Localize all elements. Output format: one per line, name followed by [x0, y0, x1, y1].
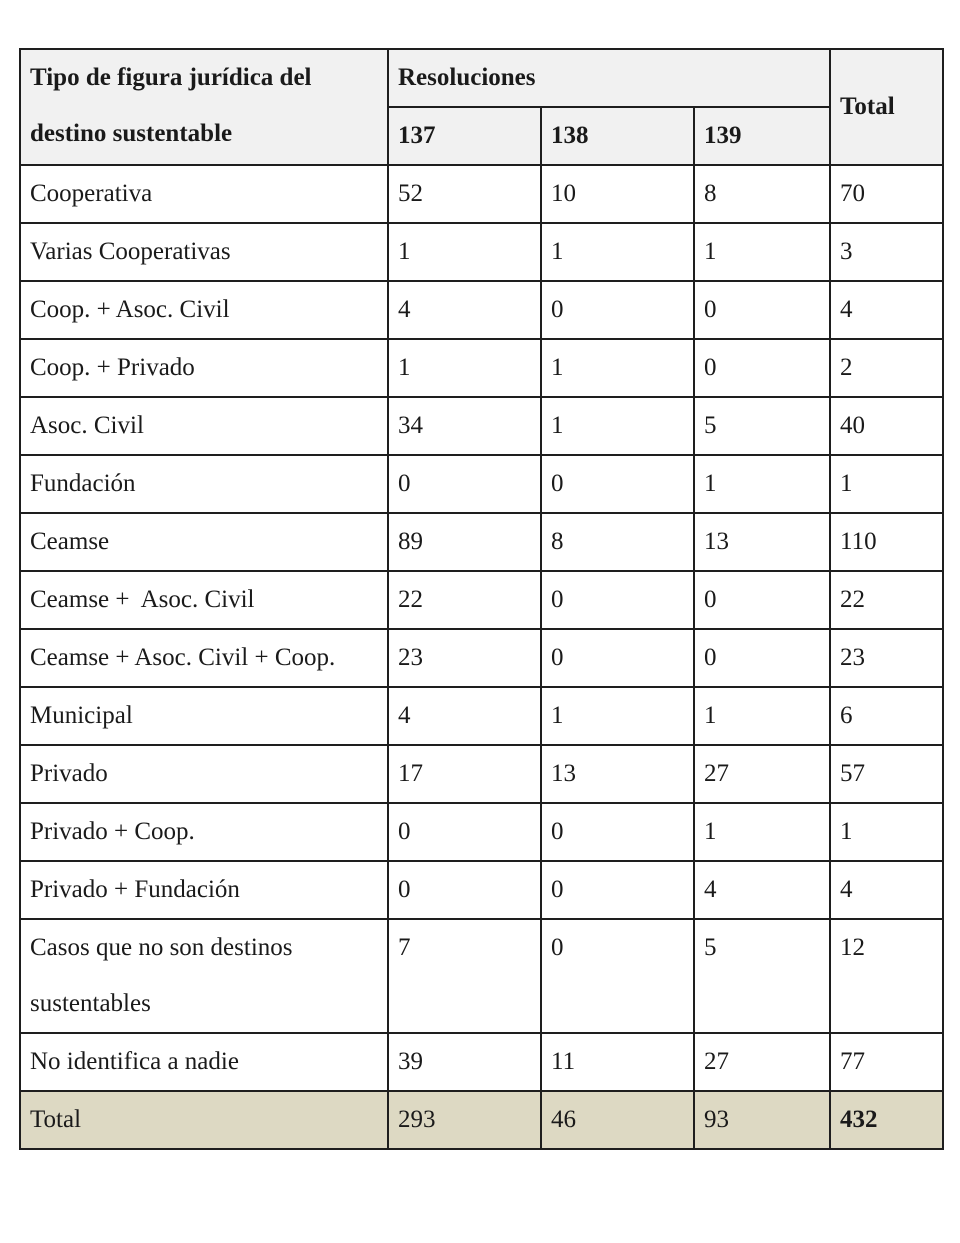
cell-138: 1	[541, 687, 694, 745]
cell-138: 13	[541, 745, 694, 803]
cell-139: 13	[694, 513, 830, 571]
header-total: Total	[830, 49, 943, 165]
cell-total: 12	[830, 919, 943, 1033]
row-label: Privado + Fundación	[20, 861, 388, 919]
cell-138: 1	[541, 339, 694, 397]
row-label: Coop. + Privado	[20, 339, 388, 397]
table-row	[20, 513, 943, 571]
cell-138: 11	[541, 1033, 694, 1091]
row-label: Asoc. Civil	[20, 397, 388, 455]
header-resolution-138: 138	[541, 107, 694, 165]
row-label: No identifica a nadie	[20, 1033, 388, 1091]
cell-138: 0	[541, 455, 694, 513]
cell-total: 1	[830, 803, 943, 861]
cell-total: 3	[830, 223, 943, 281]
cell-139: 1	[694, 455, 830, 513]
cell-total: 4	[830, 861, 943, 919]
total-138: 46	[541, 1091, 694, 1149]
row-label: Municipal	[20, 687, 388, 745]
row-label: Coop. + Asoc. Civil	[20, 281, 388, 339]
cell-137: 1	[388, 223, 541, 281]
header-resoluciones: Resoluciones	[388, 49, 830, 107]
header-resolution-137: 137	[388, 107, 541, 165]
cell-137: 4	[388, 687, 541, 745]
cell-total: 110	[830, 513, 943, 571]
cell-137: 17	[388, 745, 541, 803]
cell-139: 1	[694, 687, 830, 745]
cell-137: 52	[388, 165, 541, 223]
cell-total: 6	[830, 687, 943, 745]
table-row	[20, 397, 943, 455]
row-label: Privado + Coop.	[20, 803, 388, 861]
row-label: Varias Cooperativas	[20, 223, 388, 281]
table-row	[20, 165, 943, 223]
cell-139: 1	[694, 223, 830, 281]
table-row	[20, 1033, 943, 1091]
row-label: Fundación	[20, 455, 388, 513]
table-row	[20, 223, 943, 281]
cell-137: 0	[388, 803, 541, 861]
cell-total: 1	[830, 455, 943, 513]
cell-total: 22	[830, 571, 943, 629]
cell-138: 1	[541, 397, 694, 455]
cell-137: 1	[388, 339, 541, 397]
row-label: Cooperativa	[20, 165, 388, 223]
cell-139: 0	[694, 571, 830, 629]
cell-138: 10	[541, 165, 694, 223]
cell-total: 70	[830, 165, 943, 223]
cell-138: 0	[541, 861, 694, 919]
cell-137: 7	[388, 919, 541, 1033]
header-row-group	[20, 49, 943, 107]
cell-139: 0	[694, 281, 830, 339]
row-label: Casos que no son destinos sustentables	[20, 919, 388, 1033]
table-row	[20, 281, 943, 339]
cell-138: 0	[541, 571, 694, 629]
cell-139: 5	[694, 397, 830, 455]
cell-total: 40	[830, 397, 943, 455]
cell-total: 57	[830, 745, 943, 803]
cell-137: 22	[388, 571, 541, 629]
cell-137: 0	[388, 455, 541, 513]
cell-137: 0	[388, 861, 541, 919]
total-137: 293	[388, 1091, 541, 1149]
table-row	[20, 803, 943, 861]
cell-total: 2	[830, 339, 943, 397]
cell-139: 5	[694, 919, 830, 1033]
table-row	[20, 745, 943, 803]
cell-139: 27	[694, 745, 830, 803]
cell-137: 34	[388, 397, 541, 455]
cell-total: 23	[830, 629, 943, 687]
cell-total: 4	[830, 281, 943, 339]
row-label: Ceamse	[20, 513, 388, 571]
total-row	[20, 1091, 943, 1149]
cell-139: 4	[694, 861, 830, 919]
cell-137: 89	[388, 513, 541, 571]
cell-139: 8	[694, 165, 830, 223]
cell-138: 8	[541, 513, 694, 571]
cell-138: 0	[541, 281, 694, 339]
cell-139: 1	[694, 803, 830, 861]
cell-138: 1	[541, 223, 694, 281]
cell-138: 0	[541, 803, 694, 861]
table-row	[20, 919, 943, 1033]
cell-137: 39	[388, 1033, 541, 1091]
cell-137: 4	[388, 281, 541, 339]
table-row	[20, 455, 943, 513]
resolutions-table	[19, 48, 944, 1150]
table-row	[20, 861, 943, 919]
cell-138: 0	[541, 629, 694, 687]
cell-139: 0	[694, 339, 830, 397]
cell-139: 0	[694, 629, 830, 687]
cell-138: 0	[541, 919, 694, 1033]
cell-137: 23	[388, 629, 541, 687]
table-row	[20, 339, 943, 397]
row-label: Ceamse + Asoc. Civil	[20, 571, 388, 629]
cell-139: 27	[694, 1033, 830, 1091]
table-row	[20, 629, 943, 687]
row-label: Ceamse + Asoc. Civil + Coop.	[20, 629, 388, 687]
total-row-label: Total	[20, 1091, 388, 1149]
total-139: 93	[694, 1091, 830, 1149]
row-label: Privado	[20, 745, 388, 803]
table-row	[20, 687, 943, 745]
header-resolution-139: 139	[694, 107, 830, 165]
table-row	[20, 571, 943, 629]
grand-total: 432	[830, 1091, 943, 1149]
cell-total: 77	[830, 1033, 943, 1091]
header-type: Tipo de figura jurídica del destino sustentable	[20, 49, 388, 165]
